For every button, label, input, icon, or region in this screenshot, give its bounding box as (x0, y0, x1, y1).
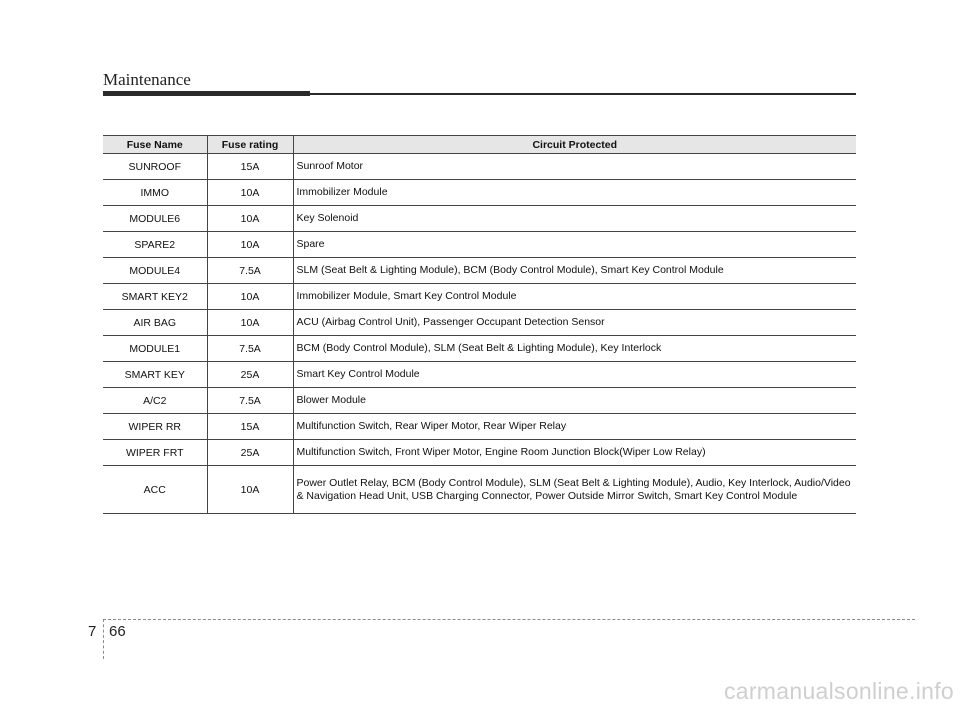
fuse-name-cell: AIR BAG (103, 310, 207, 336)
table-row (103, 180, 856, 206)
fuse-name-cell: A/C2 (103, 388, 207, 414)
circuit-protected-cell: Multifunction Switch, Front Wiper Motor, Engine Room Junction Block(Wiper Low Relay) (293, 440, 856, 466)
fuse-name-cell: SMART KEY (103, 362, 207, 388)
circuit-protected-cell: Spare (293, 232, 856, 258)
table-row (103, 232, 856, 258)
page-number: 66 (109, 623, 126, 640)
fuse-name-cell: SPARE2 (103, 232, 207, 258)
table-row (103, 154, 856, 180)
fuse-rating-cell: 10A (207, 284, 293, 310)
header-rule-thick (103, 91, 310, 96)
fuse-name-cell: ACC (103, 466, 207, 514)
table-row (103, 440, 856, 466)
chapter-number: 7 (88, 623, 97, 640)
circuit-protected-cell: Blower Module (293, 388, 856, 414)
fuse-rating-cell: 10A (207, 310, 293, 336)
fuse-name-cell: SMART KEY2 (103, 284, 207, 310)
circuit-protected-cell: Immobilizer Module, Smart Key Control Module (293, 284, 856, 310)
fuse-name-cell: MODULE4 (103, 258, 207, 284)
circuit-protected-cell: ACU (Airbag Control Unit), Passenger Occupant Detection Sensor (293, 310, 856, 336)
fuse-rating-cell: 10A (207, 206, 293, 232)
circuit-protected-cell: Sunroof Motor (293, 154, 856, 180)
fuse-rating-cell: 15A (207, 154, 293, 180)
table-row (103, 206, 856, 232)
circuit-protected-cell: Smart Key Control Module (293, 362, 856, 388)
fuse-rating-cell: 25A (207, 440, 293, 466)
header-rule-thin (310, 93, 856, 95)
circuit-protected-cell: BCM (Body Control Module), SLM (Seat Belt & Lighting Module), Key Interlock (293, 336, 856, 362)
watermark-text: carmanualsonline.info (723, 678, 954, 704)
footer-divider-horizontal (103, 619, 915, 620)
fuse-name-cell: WIPER RR (103, 414, 207, 440)
circuit-protected-cell: SLM (Seat Belt & Lighting Module), BCM (Body Control Module), Smart Key Control Module (293, 258, 856, 284)
fuse-rating-cell: 15A (207, 414, 293, 440)
fuse-table (103, 135, 856, 514)
table-row (103, 466, 856, 514)
fuse-name-cell: WIPER FRT (103, 440, 207, 466)
column-header-fuse-name: Fuse Name (103, 136, 207, 154)
table-row (103, 362, 856, 388)
fuse-rating-cell: 10A (207, 180, 293, 206)
fuse-rating-cell: 7.5A (207, 336, 293, 362)
table-row (103, 336, 856, 362)
fuse-rating-cell: 10A (207, 232, 293, 258)
fuse-name-cell: IMMO (103, 180, 207, 206)
fuse-rating-cell: 7.5A (207, 258, 293, 284)
circuit-protected-cell: Power Outlet Relay, BCM (Body Control Module), SLM (Seat Belt & Lighting Module), Audio, Key Interlock, Audio/Video & Navigation Head Unit, USB Charging Connector, Power Outside Mirror Switch, Smart Key Control Module (293, 466, 856, 514)
table-header-row (103, 136, 856, 154)
table-row (103, 284, 856, 310)
fuse-rating-cell: 25A (207, 362, 293, 388)
footer-divider-vertical (103, 619, 104, 659)
circuit-protected-cell: Key Solenoid (293, 206, 856, 232)
fuse-name-cell: SUNROOF (103, 154, 207, 180)
section-title: Maintenance (103, 70, 191, 89)
column-header-circuit-protected: Circuit Protected (293, 136, 856, 154)
table-row (103, 414, 856, 440)
table-row (103, 310, 856, 336)
circuit-protected-cell: Immobilizer Module (293, 180, 856, 206)
fuse-rating-cell: 7.5A (207, 388, 293, 414)
table-row (103, 258, 856, 284)
circuit-protected-cell: Multifunction Switch, Rear Wiper Motor, Rear Wiper Relay (293, 414, 856, 440)
fuse-name-cell: MODULE1 (103, 336, 207, 362)
fuse-rating-cell: 10A (207, 466, 293, 514)
column-header-fuse-rating: Fuse rating (207, 136, 293, 154)
fuse-name-cell: MODULE6 (103, 206, 207, 232)
table-row (103, 388, 856, 414)
